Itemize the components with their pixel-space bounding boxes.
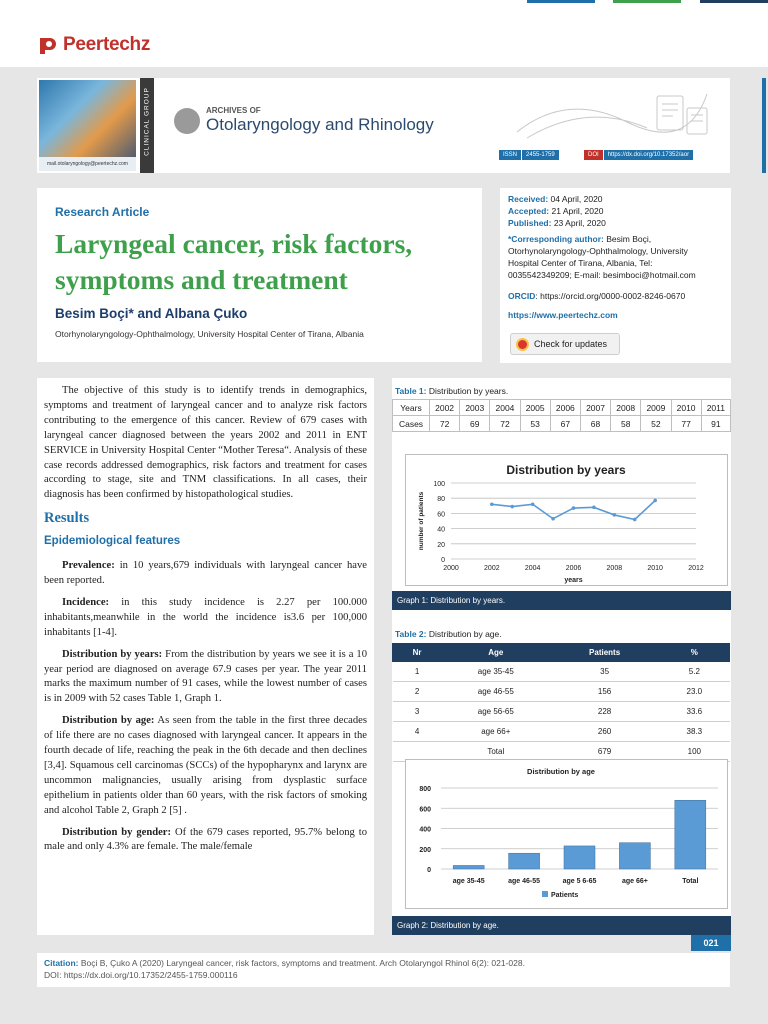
publisher-name: Peertechz	[63, 34, 151, 55]
data-point	[510, 505, 514, 509]
corresponding-block	[508, 233, 713, 281]
table1-year-cell: 2003	[460, 400, 490, 416]
table2-cell: age 35-45	[442, 662, 550, 682]
clinical-group-bar	[140, 78, 154, 173]
table2-cell: 4	[393, 722, 442, 742]
corresponding-label: *Corresponding author:	[508, 234, 604, 244]
table1-caption	[395, 386, 508, 396]
x-tick-label: 2000	[443, 565, 459, 572]
table2-cell: 228	[550, 702, 659, 722]
citation-line	[44, 957, 723, 969]
title-card	[37, 188, 482, 362]
table1-year-cell: 2010	[671, 400, 701, 416]
article-affiliation: Otorhynolaryngology-Ophthalmology, University Hospital Center of Tirana, Albania	[55, 329, 364, 339]
x-tick-label: age 5 6-65	[562, 878, 597, 885]
table1-cases-cell: 72	[490, 416, 520, 432]
citation-doi[interactable]: DOI: https://dx.doi.org/10.17352/2455-1759.000116	[44, 970, 238, 980]
chart-title: Distribution by age	[527, 767, 595, 776]
table2-header-cell: Nr	[393, 644, 442, 662]
graph1-svg	[406, 455, 727, 585]
y-tick-label: 0	[427, 867, 431, 874]
table1-cases-cell: 67	[550, 416, 580, 432]
prevalence-label: Prevalence:	[62, 560, 115, 572]
x-tick-label: 2012	[688, 565, 704, 572]
issn-value: 2455-1759	[522, 150, 559, 160]
table2-cell: 679	[550, 742, 659, 762]
x-tick-label: age 35-45	[452, 878, 485, 885]
x-axis-label: years	[564, 577, 583, 584]
body-text-column	[37, 378, 374, 935]
corresponding-text: Besim Boçi, Otorhynolaryngology-Ophthalmology, University Hospital Center of Tirana, Albania, Tel: 0035542349209; E-mail: besimboci@hotmail.com	[508, 234, 696, 280]
table2-cell: 2	[393, 682, 442, 702]
table2-caption	[395, 629, 502, 639]
y-tick-label: 20	[437, 541, 445, 549]
bar	[619, 843, 650, 869]
table1-row-label: Years	[393, 400, 430, 416]
orcid-link[interactable]: https://orcid.org/0000-0002-8246-0670	[540, 291, 686, 301]
published-label: Published:	[508, 218, 552, 228]
age-label: Distribution by age:	[62, 715, 155, 727]
chart-title: Distribution by years	[506, 463, 626, 477]
prevalence-text: in 10 years,679 individuals with laryngeal cancer have been reported.	[44, 560, 367, 586]
graph2-svg	[406, 760, 727, 908]
years-paragraph	[44, 648, 367, 708]
years-text: From the distribution by years we see it is a 10 year period are diagnosed on average 67.9 cases per year. The year 2011 marks the maximum number of 91 cases, while the lowest number of cases is in 2009 with 52 cases Table 1, Graph 1.	[44, 648, 367, 705]
table-row	[393, 722, 730, 742]
table2-cell: 35	[550, 662, 659, 682]
table-distribution-by-age	[392, 643, 730, 762]
table2-cell: 1	[393, 662, 442, 682]
citation-text: Boçi B, Çuko A (2020) Laryngeal cancer, risk factors, symptoms and treatment. Arch Otolaryngol Rhinol 6(2): 021-028.	[78, 958, 525, 968]
table1-caption-text: Distribution by years.	[426, 386, 509, 396]
table1-year-cell: 2008	[611, 400, 641, 416]
table2-caption-label: Table 2:	[395, 629, 427, 639]
data-point	[551, 517, 555, 521]
table2-header-cell: Age	[442, 644, 550, 662]
legend-label: Patients	[551, 892, 579, 899]
received-label: Received:	[508, 194, 549, 204]
table1-year-cell: 2007	[580, 400, 610, 416]
article-title: Laryngeal cancer, risk factors, symptoms and treatment	[55, 228, 413, 295]
results-heading: Results	[44, 510, 90, 527]
y-tick-label: 40	[437, 526, 445, 534]
accepted-label: Accepted:	[508, 206, 550, 216]
incidence-text: in this study incidence is 2.27 per 100.000 inhabitants,meanwhile in the world the incidence is3.6 per 100,000 inhabitants [1-4].	[44, 596, 367, 638]
table2-cell: age 66+	[442, 722, 550, 742]
y-tick-label: 600	[419, 806, 431, 814]
check-updates-label: Check for updates	[534, 339, 608, 349]
received-line	[508, 193, 603, 205]
doi-badge[interactable]	[584, 150, 693, 160]
website-link[interactable]: https://www.peertechz.com	[508, 310, 618, 320]
y-tick-label: 200	[419, 846, 431, 854]
issn-badge	[499, 150, 559, 160]
top-accent-navy	[700, 0, 768, 3]
table2-cell: 3	[393, 702, 442, 722]
series-line	[492, 500, 655, 519]
peertechz-logo-icon	[37, 34, 59, 56]
epidemiological-heading: Epidemiological features	[44, 535, 181, 548]
y-tick-label: 0	[441, 557, 445, 564]
accepted-line	[508, 205, 603, 217]
data-point	[613, 513, 617, 517]
x-tick-label: 2010	[647, 565, 663, 572]
data-point	[633, 518, 637, 522]
table-row	[393, 662, 730, 682]
top-accent-blue	[527, 0, 595, 3]
table2-cell: 156	[550, 682, 659, 702]
incidence-label: Incidence:	[62, 596, 110, 608]
table1-cases-row	[393, 416, 731, 432]
table1-row-label: Cases	[393, 416, 430, 432]
table1-year-cell: 2002	[430, 400, 460, 416]
graph1-caption: Graph 1: Distribution by years.	[392, 591, 731, 610]
table1-year-cell: 2009	[641, 400, 671, 416]
doi-label: DOI	[584, 150, 603, 160]
x-tick-label: 2006	[565, 565, 582, 572]
y-tick-label: 400	[419, 826, 431, 834]
citation-label: Citation:	[44, 958, 79, 968]
journal-emblem-icon	[174, 108, 200, 134]
x-tick-label: 2008	[606, 565, 623, 572]
gender-label: Distribution by gender:	[62, 826, 172, 838]
table1-cases-cell: 77	[671, 416, 701, 432]
y-tick-label: 60	[437, 511, 445, 519]
page-number: 021	[691, 935, 731, 951]
y-tick-label: 100	[433, 481, 445, 488]
data-point	[531, 502, 535, 506]
article-type: Research Article	[55, 205, 150, 219]
graph2-caption-text: Distribution by age.	[428, 921, 499, 930]
gender-paragraph	[44, 826, 367, 856]
header-bar	[0, 0, 768, 67]
cover-email: mail.otolaryngology@peertechz.com	[39, 157, 136, 171]
published-date: 23 April, 2020	[553, 218, 606, 228]
y-tick-label: 80	[437, 496, 445, 504]
table2-cell: 33.6	[659, 702, 729, 722]
data-point	[572, 506, 576, 510]
article-authors: Besim Boçi* and Albana Çuko	[55, 306, 248, 321]
table2-cell: Total	[442, 742, 550, 762]
graph2-caption-label: Graph 2:	[397, 921, 429, 930]
orcid-line: ORCID: https://orcid.org/0000-0002-8246-0670	[508, 291, 686, 301]
table2-cell: 5.2	[659, 662, 729, 682]
clinical-group-label: CLINICAL GROUP	[143, 87, 151, 156]
table2-cell: 23.0	[659, 682, 729, 702]
table2-header-cell: Patients	[550, 644, 659, 662]
x-tick-label: 2004	[524, 565, 541, 572]
bar	[509, 853, 540, 869]
publisher-logo[interactable]	[37, 34, 150, 56]
check-updates-icon	[516, 338, 529, 351]
table-distribution-by-years	[392, 399, 731, 432]
prevalence-paragraph	[44, 559, 367, 589]
doi-link[interactable]: https://dx.doi.org/10.17352/aor	[604, 150, 693, 160]
data-point	[490, 502, 494, 506]
incidence-paragraph	[44, 596, 367, 641]
table2-body	[393, 662, 730, 762]
table1-cases-cell: 72	[430, 416, 460, 432]
table1-year-cell: 2004	[490, 400, 520, 416]
published-line	[508, 217, 606, 229]
table1-year-cell: 2006	[550, 400, 580, 416]
table1-cases-cell: 69	[460, 416, 490, 432]
y-axis-label: number of patients	[418, 491, 425, 551]
data-point	[592, 506, 596, 510]
graph2-caption	[392, 916, 731, 935]
legend-swatch	[542, 891, 548, 897]
table2-cell: 260	[550, 722, 659, 742]
journal-archives-of: ARCHIVES OF	[206, 106, 261, 115]
bar	[564, 846, 595, 869]
x-tick-label: 2002	[484, 565, 500, 572]
table-row	[393, 682, 730, 702]
table2-cell: age 46-55	[442, 682, 550, 702]
table2-header-row	[393, 644, 730, 662]
table2-cell: 38.3	[659, 722, 729, 742]
decorative-documents-icon	[507, 82, 717, 142]
table2-cell: 100	[659, 742, 729, 762]
table1-cases-cell: 68	[580, 416, 610, 432]
issn-label: ISSN	[499, 150, 521, 160]
x-tick-label: age 66+	[621, 878, 648, 885]
top-accent-green	[613, 0, 681, 3]
table1-year-cell: 2011	[701, 400, 730, 416]
years-label: Distribution by years:	[62, 648, 163, 660]
banner-accent	[762, 78, 766, 173]
citation-block	[37, 953, 730, 987]
y-tick-label: 800	[419, 786, 431, 793]
gender-text: Of the 679 cases reported, 95.7% belong to male and only 4.3% are female. The male/female	[44, 826, 367, 853]
article-info-card	[500, 188, 731, 363]
orcid-label: ORCID	[508, 291, 536, 301]
table1-caption-label: Table 1:	[395, 386, 427, 396]
age-text: As seen from the table in the first three decades of life there are no cases diagnosed with laryngeal cancer. It appears in the fourth decade of life, reaching the peak in the 6th decade and then declines [3,4]. Squamous cell carcinomas (SCCs) of the hypopharynx and larynx are uncommon malignancies, usually arising from dysplastic surface epithelium in patients older than 60 years, with the risk factors of smoking and alcohol Table 2, Graph 2 [5] .	[44, 715, 367, 816]
bar	[675, 800, 706, 869]
journal-logo[interactable]	[174, 106, 434, 135]
table1-year-cell: 2005	[520, 400, 550, 416]
journal-banner	[37, 78, 730, 173]
data-point	[653, 499, 657, 503]
age-paragraph	[44, 714, 367, 818]
table1-cases-cell: 53	[520, 416, 550, 432]
accepted-date: 21 April, 2020	[551, 206, 604, 216]
graph1-chart	[405, 454, 728, 586]
table1-cases-cell: 52	[641, 416, 671, 432]
figures-column	[392, 378, 731, 935]
bar	[453, 865, 484, 869]
table1-cases-cell: 91	[701, 416, 730, 432]
table1-cases-cell: 58	[611, 416, 641, 432]
table2-cell: age 56-65	[442, 702, 550, 722]
abstract-paragraph: The objective of this study is to identify trends in demographics, symptoms and treatment of laryngeal cancer and to analyze risk factors contributing to the emergence of this cancer. Review of 679 cases with laryngeal cancer diagnosed between the years 2002 and 2011 in ENT SERVICE in University Hospital Center “Mother Teresa“. Analysis of these case records addressed demographics, risk factors and treatment for cases according to stage, site and TNM classifications. In all cases, their diagnosis has been confirmed by histopathological studies.	[44, 385, 367, 501]
received-date: 04 April, 2020	[550, 194, 603, 204]
journal-name: Otolaryngology and Rhinology	[206, 115, 434, 134]
table2-caption-text: Distribution by age.	[426, 629, 502, 639]
check-updates-button[interactable]	[510, 333, 620, 355]
x-tick-label: Total	[682, 878, 699, 885]
x-tick-label: age 46-55	[508, 878, 541, 885]
table2-header-cell: %	[659, 644, 729, 662]
table1-years-row	[393, 400, 731, 416]
table-row	[393, 702, 730, 722]
graph2-chart	[405, 759, 728, 909]
journal-cover-image	[39, 80, 136, 171]
